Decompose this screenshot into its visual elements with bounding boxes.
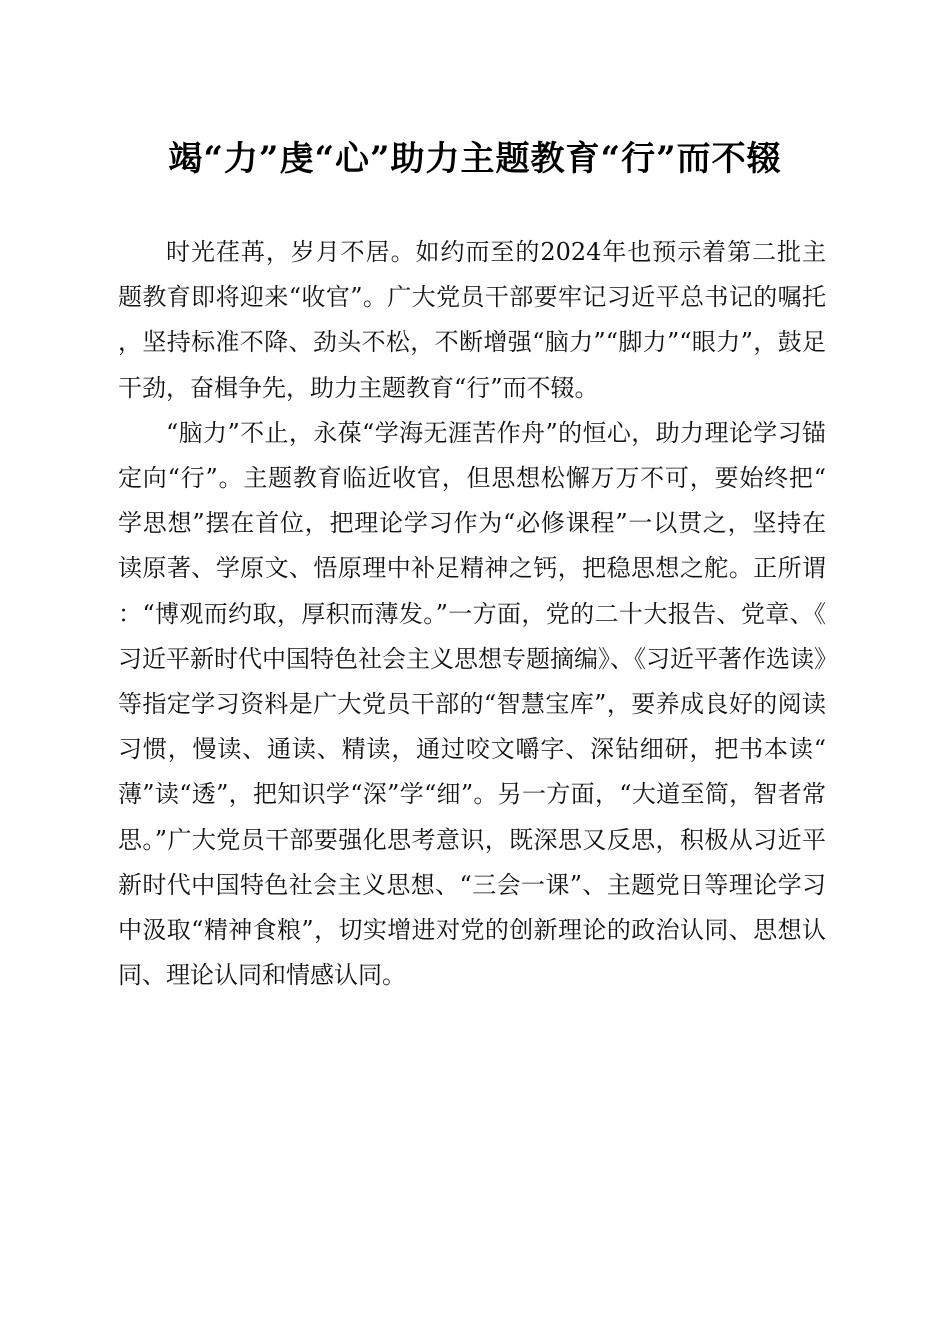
document-body	[118, 230, 826, 998]
paragraph-intro: 时光荏苒，岁月不居。如约而至的2024年也预示着第二批主题教育即将迎来“收官”。广大党员干部要牢记习近平总书记的嘱托，坚持标准不降、劲头不松，不断增强“脑力”“脚力”“眼力”，鼓足干劲，奋楫争先，助力主题教育“行”而不辍。	[118, 238, 826, 402]
paragraph-mental-strength: “脑力”不止，永葆“学海无涯苦作舟”的恒心，助力理论学习锚定向“行”。主题教育临近收官，但思想松懈万万不可，要始终把“学思想”摆在首位，把理论学习作为“必修课程”一以贯之，坚持在读原著、学原文、悟原理中补足精神之钙，把稳思想之舵。正所谓：“博观而约取，厚积而薄发。”一方面，党的二十大报告、党章、《习近平新时代中国特色社会主义思想专题摘编》、《习近平著作选读》等指定学习资料是广大党员干部的“智慧宝库”，要养成良好的阅读习惯，慢读、通读、精读，通过咬文嚼字、深钻细研，把书本读“薄”读“透”，把知识学“深”学“细”。另一方面，“大道至简，智者常思。”广大党员干部要强化思考意识，既深思又反思，积极从习近平新时代中国特色社会主义思想、“三会一课”、主题党日等理论学习中汲取“精神食粮”，切实增进对党的创新理论的政治认同、思想认同、理论认同和情感认同。	[118, 418, 826, 990]
document-title: 竭“力”虔“心”助力主题教育“行”而不辍	[168, 139, 782, 179]
